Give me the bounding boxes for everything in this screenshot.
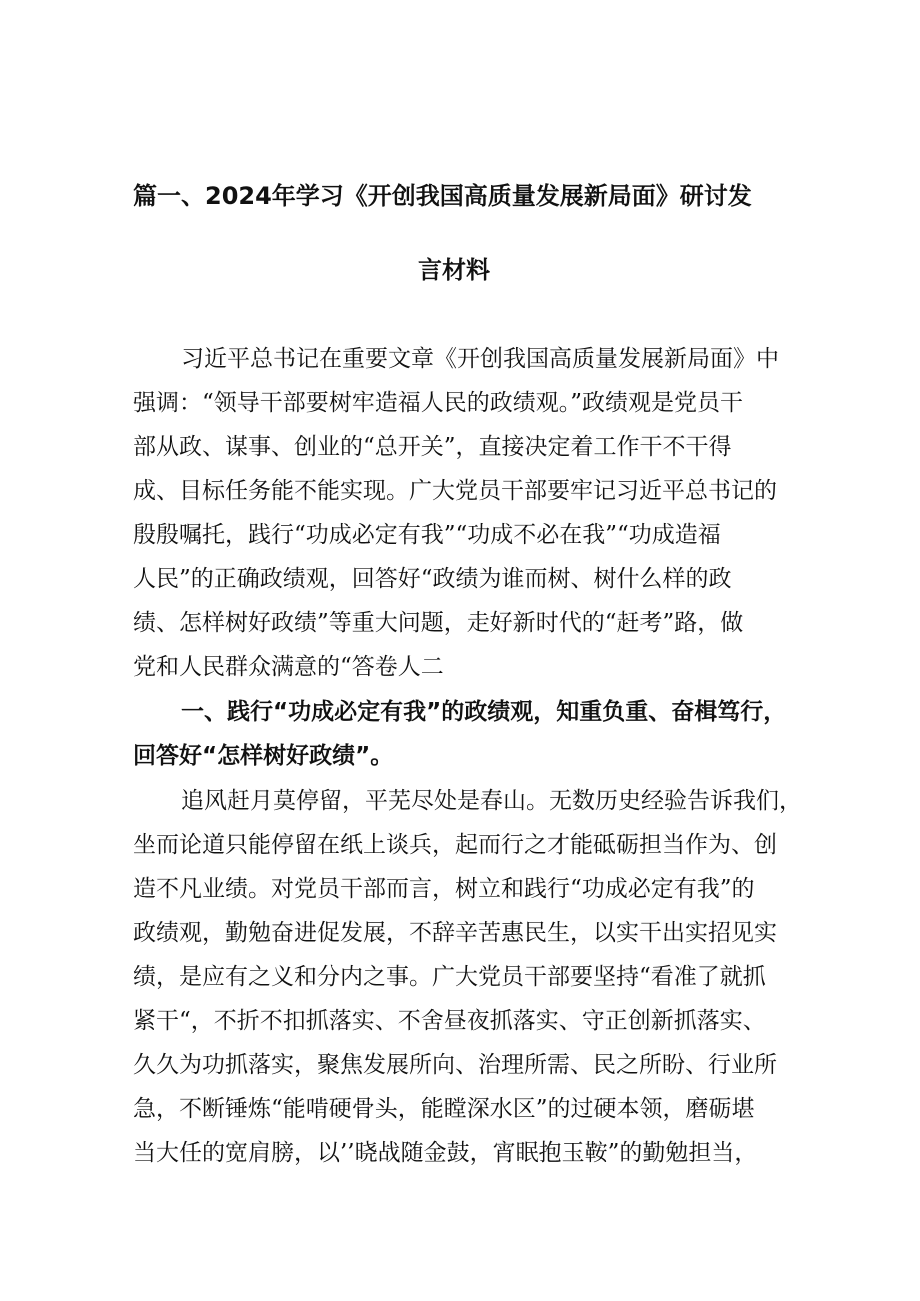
paragraph-1-line: 殷殷嘱托，践行“功成必定有我”“功成不必在我”“功成造福	[133, 522, 721, 548]
paragraph-2-line: 急，不断锤炼“能啃硬骨头，能瞠深水区”的过硬本领，磨砺堪	[133, 1096, 755, 1122]
paragraph-2-line: 坐而论道只能停留在纸上谈兵，起而行之才能砥砺担当作为、创	[133, 832, 777, 858]
paragraph-1-line: 绩、怎样树好政绩”等重大问题，走好新时代的“赶考”路，做	[133, 610, 744, 636]
paragraph-1-line: 人民”的正确政绩观，回答好“政绩为谁而树、树什么样的政	[133, 566, 732, 592]
paragraph-1-line: 党和人民群众满意的“答卷人二	[133, 654, 444, 680]
paragraph-2-line: 当大任的宽肩膀，以’’晓战随金鼓，宵眠抱玉鞍”的勤勉担当，	[133, 1140, 758, 1166]
paragraph-1-line: 部从政、谋事、创业的“总开关”，直接决定着工作干不干得	[133, 434, 732, 460]
paragraph-2-line: 造不凡业绩。对党员干部而言，树立和践行“功成必定有我”的	[133, 876, 755, 902]
paragraph-2-line: 紧干“，不折不扣抓落实、不舍昼夜抓落实、守正创新抓落实、	[133, 1008, 766, 1034]
paragraph-2-line: 绩，是应有之义和分内之事。广大党员干部要坚持“看准了就抓	[133, 964, 766, 990]
paragraph-2-line: 久久为功抓落实，聚焦发展所向、治理所需、民之所盼、行业所	[133, 1052, 777, 1078]
paragraph-2-line: 追风赶月莫停留，平芜尽处是春山。无数历史经验告诉我们，	[181, 788, 802, 814]
document-title-line-2: 言材料	[418, 256, 490, 284]
section-heading-line: 一、践行“功成必定有我”的政绩观，知重负重、奋楫笃行，	[181, 699, 787, 725]
paragraph-1-line: 强调：“领导干部要树牢造福人民的政绩观。”政绩观是党员干	[133, 390, 744, 416]
paragraph-1-line: 成、目标任务能不能实现。广大党员干部要牢记习近平总书记的	[133, 478, 777, 504]
document-title-line-1: 篇一、2024年学习《开创我国高质量发展新局面》研讨发	[133, 182, 752, 210]
paragraph-2-line: 政绩观，勤勉奋进促发展，不辞辛苦惠民生，以实干出实招见实	[133, 920, 777, 946]
section-heading-line: 回答好“怎样树好政绩”。	[133, 743, 394, 769]
paragraph-1-line: 习近平总书记在重要文章《开创我国高质量发展新局面》中	[181, 346, 779, 372]
